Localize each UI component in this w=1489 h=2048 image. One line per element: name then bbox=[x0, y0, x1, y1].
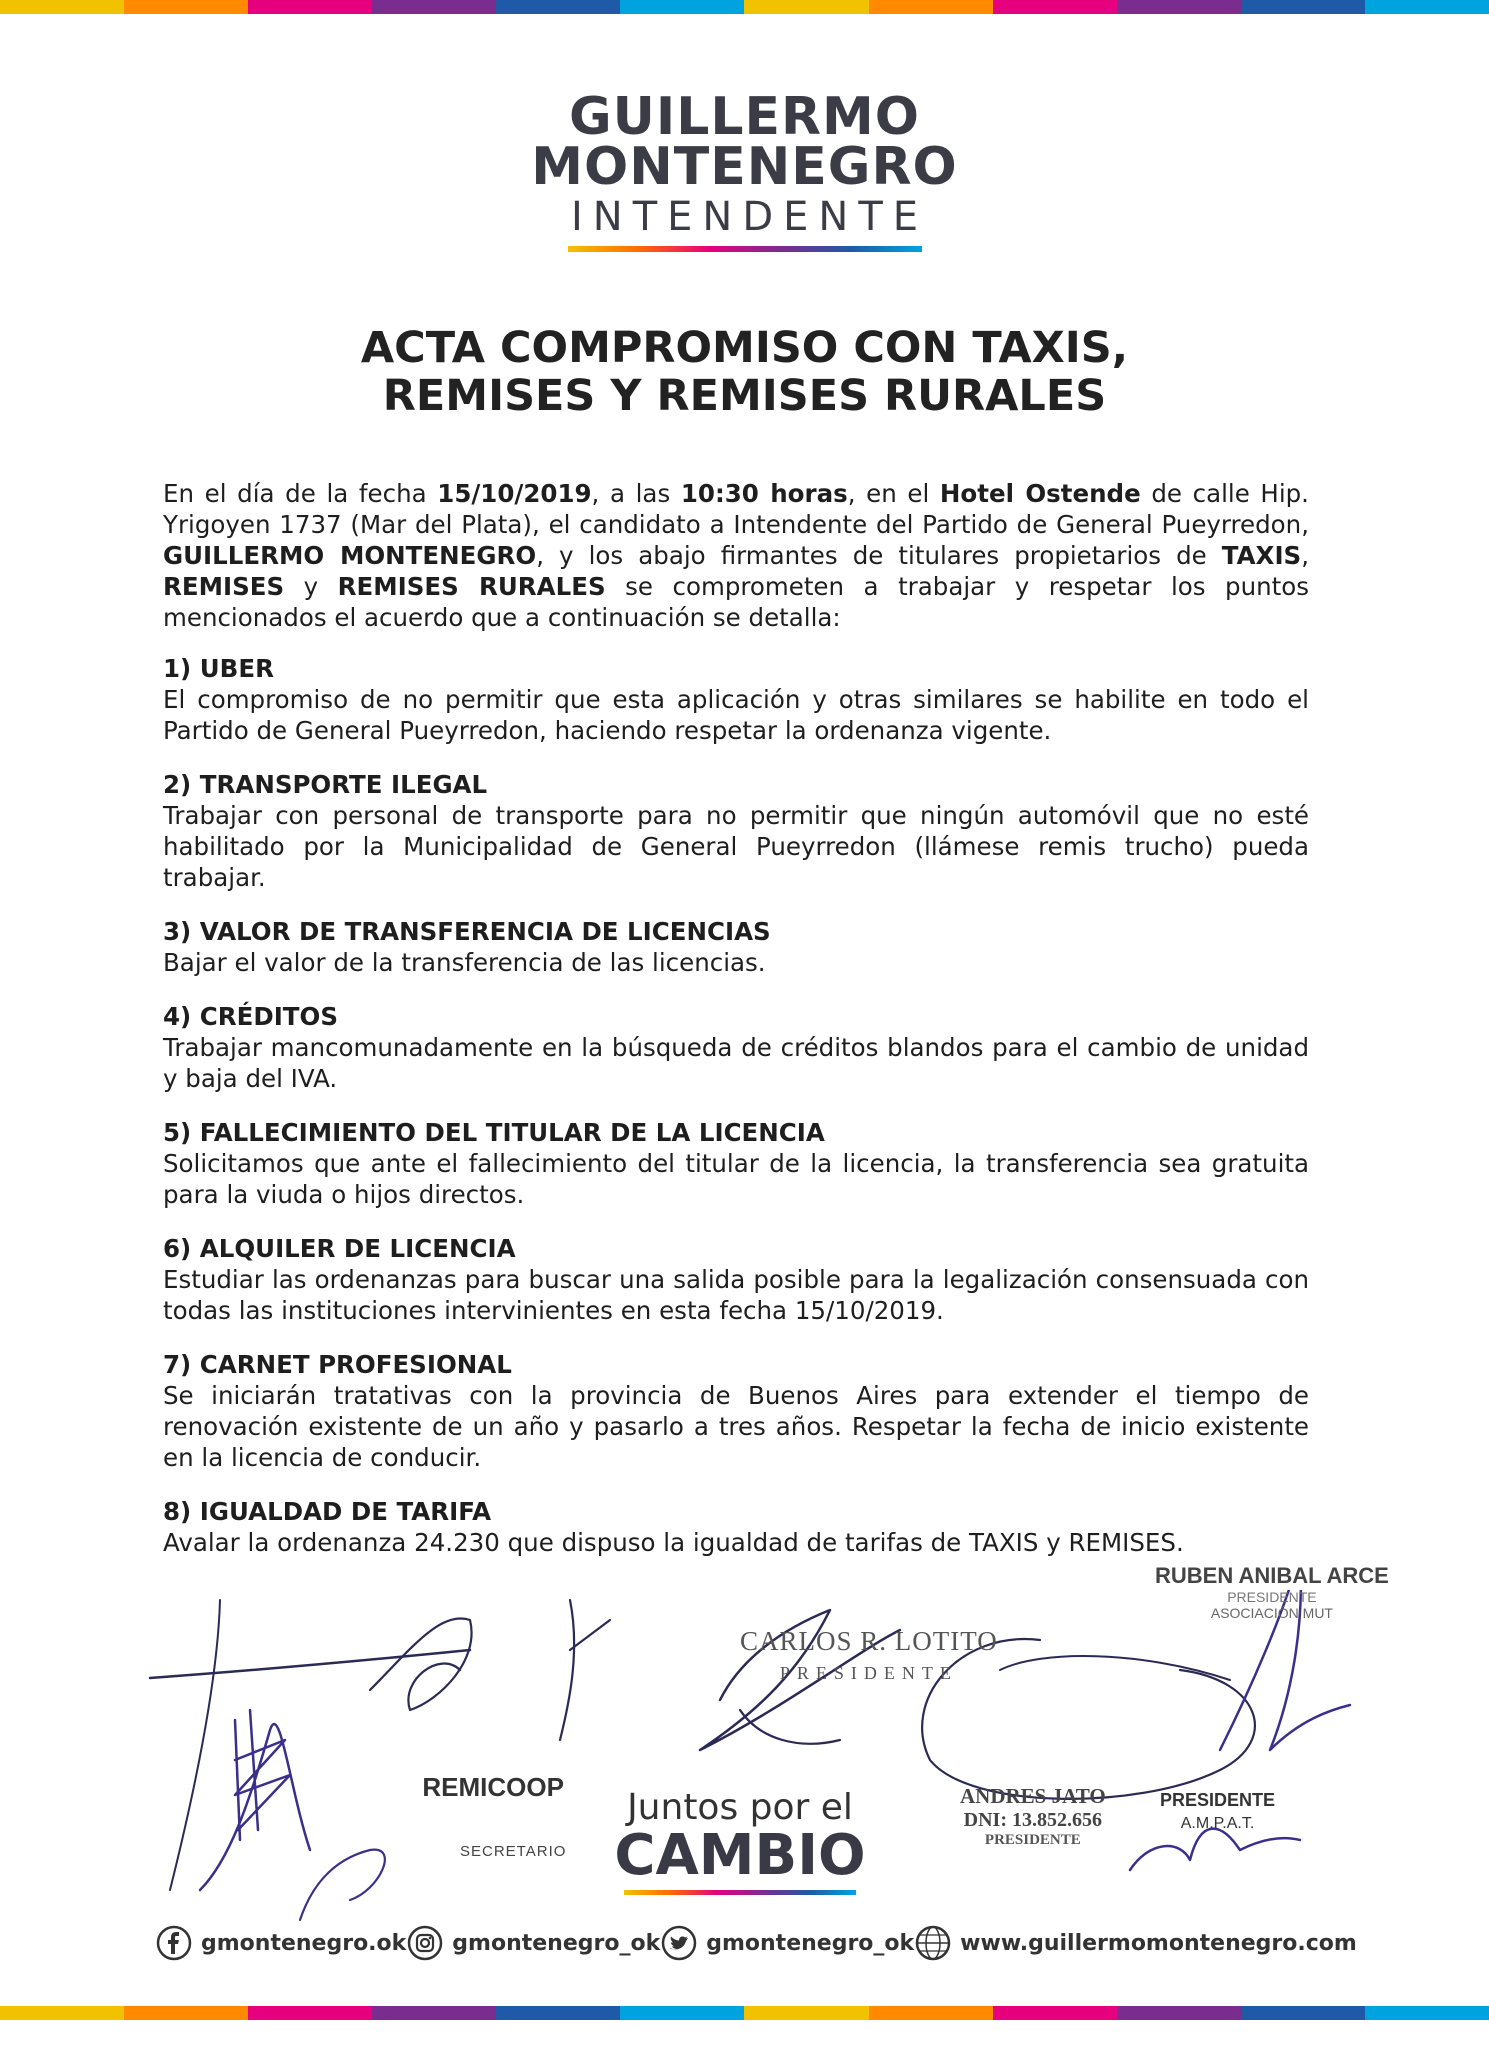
stripe-segment bbox=[744, 2006, 868, 2020]
agreement-item-holder-death bbox=[163, 1117, 1309, 1210]
stripe-segment bbox=[248, 0, 372, 14]
item-title: 2) TRANSPORTE ILEGAL bbox=[163, 770, 488, 799]
stripe-segment bbox=[0, 2006, 124, 2020]
item-body: Solicitamos que ante el fallecimiento del titular de la licencia, la transferencia sea gratuita para la viuda o hijos directos. bbox=[163, 1149, 1309, 1209]
title-line-1: ACTA COMPROMISO CON TAXIS, bbox=[360, 323, 1129, 373]
stamp-remicoop bbox=[420, 1772, 566, 1860]
stripe-segment bbox=[372, 0, 496, 14]
item-title: 1) UBER bbox=[163, 654, 274, 683]
title-line-2: REMISES Y REMISES RURALES bbox=[382, 371, 1107, 421]
intro-text: , bbox=[1301, 541, 1309, 570]
intro-text: En el día de la fecha bbox=[163, 479, 438, 508]
stripe-segment bbox=[869, 2006, 993, 2020]
intro-text: de calle Hip. Yrigoyen 1737 (Mar del Plata), el candidato a Intendente del Partido de General Pueyrredon, bbox=[163, 479, 1309, 539]
agreement-item-uber bbox=[163, 653, 1309, 746]
item-title: 8) IGUALDAD DE TARIFA bbox=[163, 1497, 492, 1526]
stamp-jato bbox=[960, 1784, 1106, 1849]
social-twitter[interactable] bbox=[660, 1924, 914, 1962]
stamp-ampat bbox=[1160, 1790, 1275, 1833]
intro-rurales: REMISES RURALES bbox=[337, 572, 606, 601]
item-title: 5) FALLECIMIENTO DEL TITULAR DE LA LICENCIA bbox=[163, 1118, 825, 1147]
web-icon bbox=[914, 1924, 952, 1962]
item-title: 3) VALOR DE TRANSFERENCIA DE LICENCIAS bbox=[163, 917, 771, 946]
item-body: Avalar la ordenanza 24.230 que dispuso la igualdad de tarifas de TAXIS y REMISES. bbox=[163, 1528, 1184, 1557]
intro-candidate: GUILLERMO MONTENEGRO bbox=[163, 541, 537, 570]
intro-text: y bbox=[284, 572, 338, 601]
stamp-name: CARLOS R. LOTITO bbox=[740, 1626, 998, 1656]
stamp-role: PRESIDENTE bbox=[984, 1832, 1081, 1848]
item-body: Trabajar con personal de transporte para no permitir que ningún automóvil que no esté habilitado por la Municipalidad de General Pueyrredon (llámese remis trucho) pueda trabajar. bbox=[163, 801, 1309, 892]
intro-remises: REMISES bbox=[163, 572, 285, 601]
stripe-segment bbox=[372, 2006, 496, 2020]
stripe-segment bbox=[993, 0, 1117, 14]
intro-text: se comprometen a trabajar y respetar los puntos mencionados el acuerdo que a continuación se detalla: bbox=[163, 572, 1310, 632]
stripe-segment bbox=[1241, 2006, 1365, 2020]
stamp-dni: DNI: 13.852.656 bbox=[963, 1809, 1102, 1831]
stamp-arce bbox=[1155, 1563, 1389, 1621]
stamp-name: REMICOOP bbox=[422, 1772, 564, 1802]
stamp-org: A.M.P.A.T. bbox=[1180, 1815, 1255, 1832]
campaign-line-1: Juntos por el bbox=[627, 1787, 853, 1828]
stripe-segment bbox=[1365, 2006, 1489, 2020]
stripe-segment bbox=[1117, 0, 1241, 14]
item-body: Se iniciarán tratativas con la provincia de Buenos Aires para extender el tiempo de renovación existente de un año y pasarlo a tres años. Respetar la fecha de inicio existente en la licencia de conducir. bbox=[163, 1381, 1309, 1472]
stamp-org: ASOCIACIÓN MUT bbox=[1210, 1605, 1333, 1621]
intro-text: , a las bbox=[591, 479, 681, 508]
item-title: 7) CARNET PROFESIONAL bbox=[163, 1350, 512, 1379]
agreement-item-illegal-transport bbox=[163, 769, 1309, 893]
stamp-role: PRESIDENTE bbox=[779, 1663, 958, 1683]
signature-secretario bbox=[300, 1600, 610, 1920]
agreement-item-license-transfer bbox=[163, 916, 1309, 978]
social-handle: gmontenegro.ok bbox=[201, 1930, 407, 1956]
stamp-role: PRESIDENTE bbox=[1160, 1790, 1276, 1810]
campaign-logo bbox=[610, 1788, 870, 1895]
logo-color-bar bbox=[568, 246, 922, 252]
stamp-name: RUBEN ANIBAL ARCE bbox=[1155, 1563, 1389, 1588]
item-body: Estudiar las ordenanzas para buscar una salida posible para la legalización consensuada con todas las instituciones intervinientes en esta fecha 15/10/2019. bbox=[163, 1265, 1309, 1325]
top-color-stripe bbox=[0, 0, 1489, 14]
intro-text: , y los abajo firmantes de titulares propietarios de bbox=[536, 541, 1222, 570]
stripe-segment bbox=[0, 0, 124, 14]
stripe-segment bbox=[869, 0, 993, 14]
instagram-icon bbox=[406, 1924, 444, 1962]
stripe-segment bbox=[124, 2006, 248, 2020]
stamp-lotito bbox=[740, 1626, 998, 1684]
intro-hotel: Hotel Ostende bbox=[939, 479, 1141, 508]
stripe-segment bbox=[124, 0, 248, 14]
item-title: 6) ALQUILER DE LICENCIA bbox=[163, 1234, 516, 1263]
intro-taxis: TAXIS bbox=[1221, 541, 1302, 570]
candidate-logo bbox=[0, 87, 1489, 252]
twitter-icon bbox=[660, 1924, 698, 1962]
item-title: 4) CRÉDITOS bbox=[163, 1002, 338, 1031]
social-handle: gmontenegro_ok bbox=[452, 1930, 661, 1956]
bottom-color-stripe bbox=[0, 2006, 1489, 2020]
stripe-segment bbox=[248, 2006, 372, 2020]
logo-first-name: GUILLERMO bbox=[568, 87, 921, 147]
stamp-role: SECRETARIO bbox=[460, 1843, 567, 1860]
stripe-segment bbox=[496, 0, 620, 14]
stripe-segment bbox=[993, 2006, 1117, 2020]
stripe-segment bbox=[1241, 0, 1365, 14]
document-body bbox=[163, 478, 1309, 1581]
logo-last-name: MONTENEGRO bbox=[531, 137, 958, 197]
intro-date: 15/10/2019 bbox=[437, 479, 592, 508]
social-facebook[interactable] bbox=[155, 1924, 406, 1962]
document-title bbox=[0, 324, 1489, 420]
website-url: www.guillermomontenegro.com bbox=[960, 1930, 1357, 1956]
social-web[interactable] bbox=[914, 1924, 1357, 1962]
intro-text: , en el bbox=[847, 479, 940, 508]
agreement-item-credits bbox=[163, 1001, 1309, 1094]
stripe-segment bbox=[1117, 2006, 1241, 2020]
social-handle: gmontenegro_ok bbox=[706, 1930, 915, 1956]
logo-role: INTENDENTE bbox=[570, 194, 929, 240]
stripe-segment bbox=[620, 0, 744, 14]
facebook-icon bbox=[155, 1924, 193, 1962]
item-body: Trabajar mancomunadamente en la búsqueda de créditos blandos para el cambio de unidad y baja del IVA. bbox=[163, 1033, 1309, 1093]
item-body: El compromiso de no permitir que esta aplicación y otras similares se habilite en todo el Partido de General Pueyrredon, haciendo respetar la ordenanza vigente. bbox=[163, 685, 1309, 745]
stamp-role: PRESIDENTE bbox=[1227, 1589, 1317, 1605]
agreement-item-license-rental bbox=[163, 1233, 1309, 1326]
stripe-segment bbox=[496, 2006, 620, 2020]
intro-paragraph bbox=[163, 478, 1309, 633]
footer-socials bbox=[155, 1924, 1357, 1962]
stamp-name: ANDRES JATO bbox=[960, 1784, 1106, 1808]
stripe-segment bbox=[744, 0, 868, 14]
intro-time: 10:30 horas bbox=[680, 479, 848, 508]
campaign-color-bar bbox=[624, 1890, 856, 1895]
social-instagram[interactable] bbox=[406, 1924, 660, 1962]
item-body: Bajar el valor de la transferencia de las licencias. bbox=[163, 948, 766, 977]
agreement-item-professional-license bbox=[163, 1349, 1309, 1473]
campaign-line-2: CAMBIO bbox=[614, 1823, 866, 1888]
stripe-segment bbox=[620, 2006, 744, 2020]
agreement-item-equal-fare bbox=[163, 1496, 1309, 1558]
stripe-segment bbox=[1365, 0, 1489, 14]
